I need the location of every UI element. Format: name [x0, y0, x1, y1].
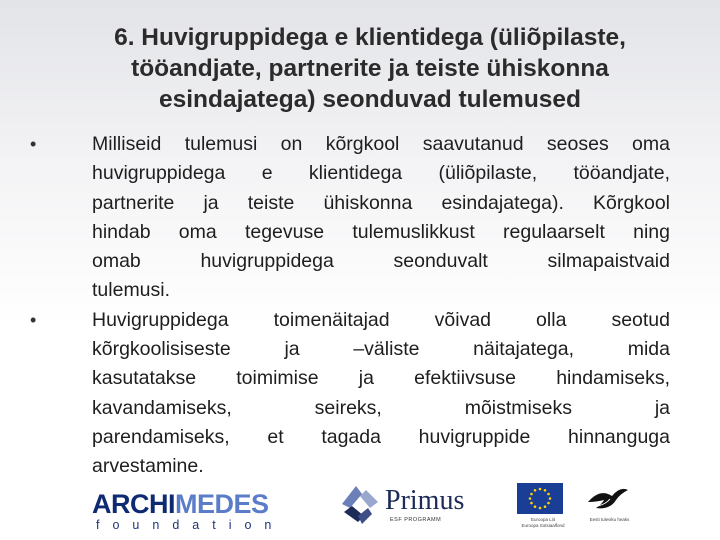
bullet-line: Huvigruppidega toimenäitajad võivad olla seotud [92, 308, 670, 331]
slide-title-line: 6. Huvigruppidega e klientidega (üliõpilaste, [114, 24, 626, 51]
bullet-list [30, 130, 670, 482]
logo-strip [0, 478, 720, 540]
bullet-marker: • [30, 309, 37, 330]
bullet-line: partnerite ja teiste ühiskonna esindajatega). Kõrgkool [92, 191, 670, 214]
bullet-line: tulemusi. [92, 279, 171, 302]
slide-title-line: tööandjate, partnerite ja teiste ühiskonna [131, 55, 609, 82]
archimedes-logo [92, 490, 297, 536]
primus-emblem-icon [336, 482, 382, 526]
bullet-line: kasutatakse toimimise ja efektiivsuse hindamiseks, [92, 367, 670, 390]
archimedes-logo-part1: ARCHI [92, 489, 175, 519]
estonia-caption: Eesti tuleviku heaks [589, 517, 630, 522]
bullet-marker: • [30, 134, 37, 154]
primus-logo-text: Primus [385, 485, 465, 516]
slide-title-line: esindajatega) seonduvad tulemused [158, 86, 582, 113]
eu-flag-icon [517, 483, 563, 514]
bullet-line: hindab oma tegevuse tulemuslikkust regulaarselt ning [92, 220, 670, 243]
bullet-line: Milliseid tulemusi on kõrgkool saavutanud seoses oma [92, 133, 670, 155]
slide-title [55, 22, 685, 115]
archimedes-logo-sub: foundation [96, 518, 285, 532]
bullet-line: kõrgkoolisiseste ja –väliste näitajatega, mida [92, 338, 670, 361]
eu-caption-line: Euroopa Sotsiaalfond [521, 522, 565, 528]
bullet-line: parendamiseks, et tagada huvigruppide hinnanguga [92, 425, 670, 448]
bullet-line: huvigruppidega e klientidega (üliõpilaste, tööandjate, [92, 162, 670, 185]
swallow-emblem-icon [586, 484, 630, 514]
bullet-item [30, 306, 670, 482]
bullet-line: kavandamiseks, seireks, mõistmiseks ja [92, 396, 670, 419]
bullet-text [92, 306, 670, 482]
eu-caption [513, 517, 573, 528]
bullet-text [92, 130, 670, 306]
bullet-line: omab huvigruppidega seonduvalt silmapaistvaid [92, 250, 670, 273]
primus-logo-sub: ESF PROGRAMM [390, 517, 442, 523]
bullet-item [30, 130, 670, 306]
eu-caption-line: Euroopa Liit [530, 517, 556, 522]
archimedes-logo-part2: MEDES [175, 489, 269, 519]
bullet-line: arvestamine. [92, 455, 204, 478]
